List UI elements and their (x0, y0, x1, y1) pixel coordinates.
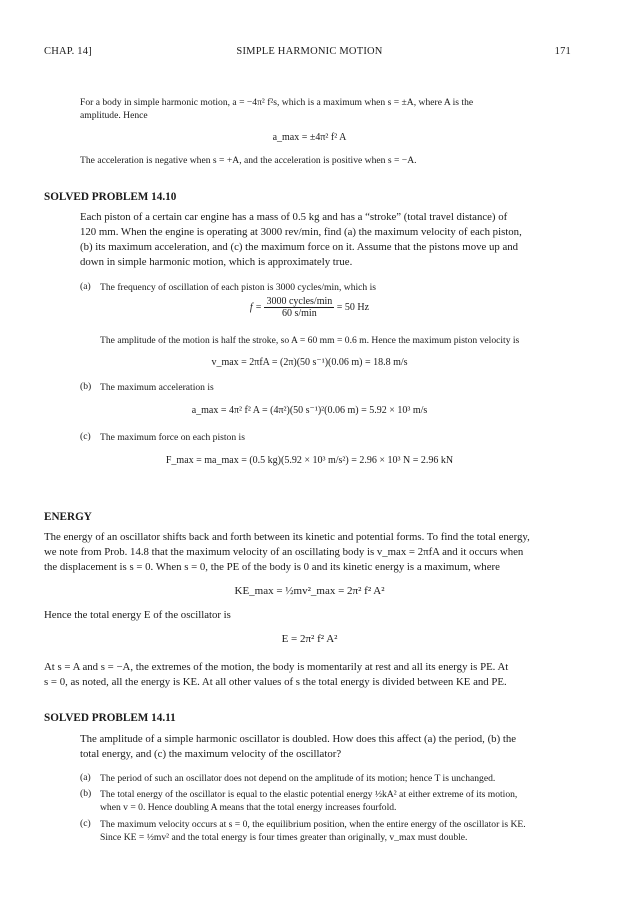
p11-part-b-text-2: when v = 0. Hence doubling A means that the total energy increases fourfold. (100, 802, 397, 813)
eq-f-rhs: = 50 Hz (336, 301, 370, 313)
eq-f-numerator: 3000 cycles/min (266, 296, 333, 307)
heading-solved-problem-14-11: SOLVED PROBLEM 14.11 (44, 712, 176, 724)
equation-ke-max: KE_max = ½mv²_max = 2π² f² A² (234, 585, 385, 597)
part-a-text: The frequency of oscillation of each piston is 3000 cycles/min, which is (100, 282, 377, 293)
equation-v-max: v_max = 2πfA = (2π)(50 s⁻¹)(0.06 m) = 18.8 m/s (211, 357, 408, 368)
heading-energy: ENERGY (44, 511, 92, 523)
equation-total-energy: E = 2π² f² A² (281, 633, 338, 645)
intro-line-2: amplitude. Hence (80, 110, 148, 121)
equation-f-max: F_max = ma_max = (0.5 kg)(5.92 × 10³ m/s²) = 2.96 × 10³ N = 2.96 kN (165, 455, 454, 466)
chapter-label: CHAP. 14] (44, 46, 92, 57)
problem-14-10-line-1: Each piston of a certain car engine has a mass of 0.5 kg and has a “stroke” (total travel distance) of (80, 211, 508, 223)
energy-para-1-line-2: we note from Prob. 14.8 that the maximum velocity of an oscillating body is v_max = 2πfA and it occurs when (44, 546, 524, 558)
energy-para-1-line-3: the displacement is s = 0. When s = 0, the PE of the body is 0 and its kinetic energy is a maximum, where (44, 561, 500, 573)
part-b-label: (b) (80, 381, 92, 392)
problem-14-11-line-1: The amplitude of a simple harmonic oscillator is doubled. How does this affect (a) the period, (b) the (80, 733, 517, 745)
energy-para-1-line-1: The energy of an oscillator shifts back and forth between its kinetic and potential forms. To find the total energy, (44, 531, 530, 543)
p11-part-a-text: The period of such an oscillator does not depend on the amplitude of its motion; hence T is unchanged. (100, 773, 496, 784)
energy-para-3-line-2: s = 0, as noted, all the energy is KE. At all other values of s the total energy is divided between KE and PE. (44, 676, 507, 688)
equation-frequency (0, 296, 619, 319)
p11-part-c-text-1: The maximum velocity occurs at s = 0, the equilibrium position, when the entire energy of the oscillator is KE. (100, 819, 526, 830)
eq-f-fraction (264, 296, 334, 319)
part-b-text: The maximum acceleration is (100, 382, 214, 393)
energy-para-2: Hence the total energy E of the oscillator is (44, 609, 231, 621)
equation-a-max-value: a_max = 4π² f² A = (4π²)(50 s⁻¹)²(0.06 m) = 5.92 × 10³ m/s (191, 405, 428, 416)
p11-part-b-label: (b) (80, 788, 92, 799)
eq-f-lhs: f = (249, 301, 262, 313)
heading-solved-problem-14-10: SOLVED PROBLEM 14.10 (44, 191, 177, 203)
p11-part-c-label: (c) (80, 818, 91, 829)
p11-part-b-text-1: The total energy of the oscillator is equal to the elastic potential energy ½kA² at either extreme of its motion, (100, 789, 518, 800)
energy-para-3-line-1: At s = A and s = −A, the extremes of the motion, the body is momentarily at rest and all its energy is PE. At (44, 661, 509, 673)
problem-14-10-line-3: (b) its maximum acceleration, and (c) the maximum force on it. Assume that the pistons move up and (80, 241, 519, 253)
problem-14-10-line-4: down in simple harmonic motion, which is approximately true. (80, 256, 353, 268)
equation-a-max: a_max = ±4π² f² A (272, 132, 347, 143)
intro-line-1: For a body in simple harmonic motion, a = −4π² f²s, which is a maximum when s = ±A, where A is the (80, 97, 474, 108)
page-number: 171 (554, 46, 571, 57)
intro-line-3: The acceleration is negative when s = +A, and the acceleration is positive when s = −A. (80, 155, 417, 166)
eq-f-denominator: 60 s/min (281, 308, 317, 319)
part-c-text: The maximum force on each piston is (100, 432, 245, 443)
p11-part-c-text-2: Since KE = ½mv² and the total energy is four times greater than originally, v_max must double. (100, 832, 468, 843)
part-a-text-2: The amplitude of the motion is half the stroke, so A = 60 mm = 0.6 m. Hence the maximum piston velocity is (100, 335, 520, 346)
part-a-label: (a) (80, 281, 91, 292)
part-c-label: (c) (80, 431, 91, 442)
running-title: SIMPLE HARMONIC MOTION (236, 46, 383, 57)
problem-14-10-line-2: 120 mm. When the engine is operating at 3000 rev/min, find (a) the maximum velocity of each piston, (80, 226, 522, 238)
problem-14-11-line-2: total energy, and (c) the maximum velocity of the oscillator? (80, 748, 342, 760)
p11-part-a-label: (a) (80, 772, 91, 783)
